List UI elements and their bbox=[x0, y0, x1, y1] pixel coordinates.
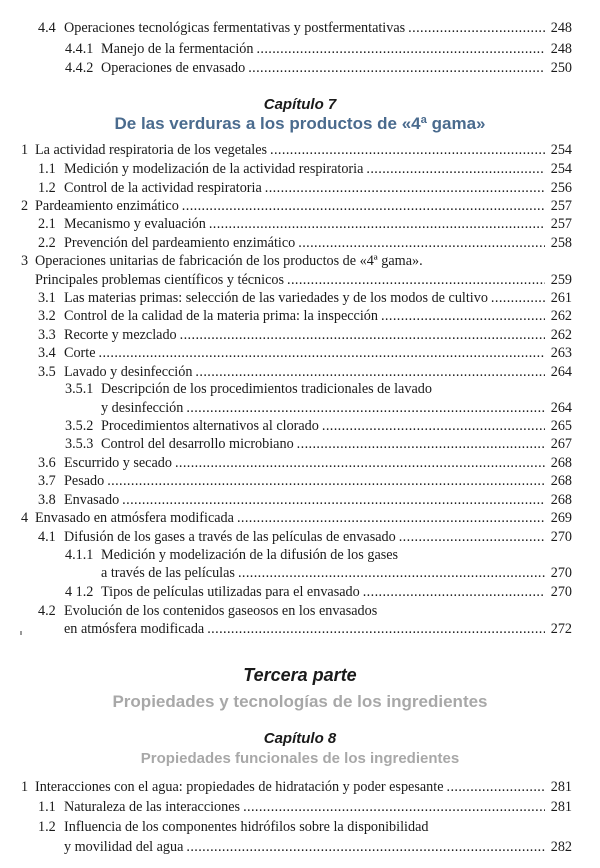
toc-entry-page: 250 bbox=[550, 60, 572, 76]
toc-entry-title: Operaciones unitarias de fabricación de los productos de «4ª gama». bbox=[35, 253, 423, 269]
scan-mark bbox=[20, 631, 22, 635]
dot-leader bbox=[265, 178, 545, 198]
dot-leader bbox=[366, 159, 545, 179]
toc-entry-number: 1.1 bbox=[38, 799, 56, 815]
toc-entry-page: 281 bbox=[550, 799, 572, 815]
toc-entry-page: 262 bbox=[550, 308, 572, 324]
part-3-title: Propiedades y tecnologías de los ingredientes bbox=[112, 692, 488, 711]
dot-leader bbox=[238, 563, 545, 583]
toc-entry-title: Mecanismo y evaluación bbox=[64, 216, 206, 232]
toc-entry-title: Pesado bbox=[64, 473, 105, 489]
toc-entry-number: 1 bbox=[21, 142, 29, 158]
toc-entry-page: 263 bbox=[550, 345, 572, 361]
toc-entry-title: Envasado bbox=[64, 492, 120, 508]
dot-leader bbox=[186, 837, 545, 857]
toc-entry bbox=[65, 39, 572, 59]
toc-entry-title: Difusión de los gases a través de las películas de envasado bbox=[64, 529, 396, 545]
toc-entry-page: 264 bbox=[550, 400, 572, 416]
toc-entry-title: Control de la actividad respiratoria bbox=[64, 180, 262, 196]
toc-entry bbox=[65, 379, 572, 399]
toc-entry bbox=[38, 306, 572, 326]
part-3-label: Tercera parte bbox=[243, 665, 357, 685]
toc-entry-title: Manejo de la fermentación bbox=[101, 41, 254, 57]
toc-entry-page: 270 bbox=[550, 565, 572, 581]
dot-leader bbox=[381, 306, 545, 326]
toc-entry-number: 4.4.1 bbox=[65, 41, 94, 57]
toc-entry-page: 258 bbox=[550, 235, 572, 251]
toc-entry-page: 268 bbox=[550, 492, 572, 508]
toc-entry-number: 3.1 bbox=[38, 290, 56, 306]
toc-entry bbox=[65, 416, 572, 436]
toc-entry-page: 254 bbox=[550, 161, 572, 177]
toc-entry bbox=[38, 18, 572, 38]
toc-entry bbox=[38, 471, 572, 491]
dot-leader bbox=[237, 508, 545, 528]
toc-entry-title: Naturaleza de las interacciones bbox=[64, 799, 241, 815]
toc-entry-page: 257 bbox=[550, 216, 572, 232]
toc-entry-number: 4 1.2 bbox=[65, 584, 94, 600]
toc-entry-number: 2 bbox=[21, 198, 29, 214]
toc-entry bbox=[38, 797, 572, 817]
toc-entry-page: 259 bbox=[550, 272, 572, 288]
toc-entry-title: Operaciones de envasado bbox=[101, 60, 246, 76]
toc-entry bbox=[38, 619, 572, 639]
toc-entry-page: 281 bbox=[550, 779, 572, 795]
toc-entry-title: Control de la calidad de la materia prima: la inspección bbox=[64, 308, 378, 324]
dot-leader bbox=[270, 140, 545, 160]
toc-entry-title: Procedimientos alternativos al clorado bbox=[101, 418, 319, 434]
toc-entry-number: 1.2 bbox=[38, 819, 56, 835]
toc-entry bbox=[38, 817, 572, 837]
dot-leader bbox=[180, 325, 545, 345]
toc-entry bbox=[38, 325, 572, 345]
toc-entry bbox=[21, 251, 572, 271]
toc-entry-title: a través de las películas bbox=[101, 565, 235, 581]
toc-entry-title: Corte bbox=[64, 345, 96, 361]
toc-entry bbox=[38, 233, 572, 253]
toc-entry-page: 265 bbox=[550, 418, 572, 434]
toc-entry-number: 2.1 bbox=[38, 216, 56, 232]
toc-entry-title: Operaciones tecnológicas fermentativas y postfermentativas bbox=[64, 20, 406, 36]
toc-entry-title: Escurrido y secado bbox=[64, 455, 172, 471]
toc-entry-page: 268 bbox=[550, 473, 572, 489]
toc-entry-title: en atmósfera modificada bbox=[64, 621, 205, 637]
toc-entry-title: La actividad respiratoria de los vegetales bbox=[35, 142, 268, 158]
toc-entry-title: Interacciones con el agua: propiedades de hidratación y poder espesante bbox=[35, 779, 444, 795]
toc-entry-number: 3.6 bbox=[38, 455, 56, 471]
toc-entry-title: Envasado en atmósfera modificada bbox=[35, 510, 234, 526]
toc-entry bbox=[65, 563, 572, 583]
toc-entry-number: 3.2 bbox=[38, 308, 56, 324]
dot-leader bbox=[363, 582, 545, 602]
toc-entry-title: Lavado y desinfección bbox=[64, 364, 193, 380]
dot-leader bbox=[186, 398, 545, 418]
toc-entry-page: 254 bbox=[550, 142, 572, 158]
toc-entry-page: 248 bbox=[550, 20, 572, 36]
toc-entry-number: 4.1 bbox=[38, 529, 56, 545]
toc-entry-number: 3.7 bbox=[38, 473, 56, 489]
toc-entry-page: 282 bbox=[550, 839, 572, 855]
toc-entry bbox=[21, 140, 572, 160]
chapter-7-label: Capítulo 7 bbox=[263, 96, 337, 113]
toc-entry-title: Influencia de los componentes hidrófilos sobre la disponibilidad bbox=[64, 819, 429, 835]
dot-leader bbox=[209, 214, 545, 234]
toc-entry-page: 272 bbox=[550, 621, 572, 637]
toc-entry-page: 256 bbox=[550, 180, 572, 196]
toc-entry bbox=[65, 545, 572, 565]
dot-leader bbox=[107, 471, 545, 491]
toc-entry-title: y movilidad del agua bbox=[64, 839, 184, 855]
toc-entry-number: 4.4.2 bbox=[65, 60, 94, 76]
dot-leader bbox=[491, 288, 545, 308]
toc-entry-page: 261 bbox=[550, 290, 572, 306]
toc-entry-number: 1.1 bbox=[38, 161, 56, 177]
toc-entry bbox=[21, 196, 572, 216]
toc-entry-page: 264 bbox=[550, 364, 572, 380]
dot-leader bbox=[175, 453, 545, 473]
dot-leader bbox=[256, 39, 545, 59]
toc-entry bbox=[65, 434, 572, 454]
dot-leader bbox=[297, 434, 545, 454]
dot-leader bbox=[122, 490, 545, 510]
toc-entry bbox=[65, 398, 572, 418]
toc-entry bbox=[38, 178, 572, 198]
toc-entry-number: 4 bbox=[21, 510, 29, 526]
chapter-8-title: Propiedades funcionales de los ingredientes bbox=[140, 750, 460, 767]
toc-entry-number: 2.2 bbox=[38, 235, 56, 251]
dot-leader bbox=[248, 58, 545, 78]
dot-leader bbox=[207, 619, 545, 639]
toc-entry-title: Evolución de los contenidos gaseosos en los envasados bbox=[64, 603, 378, 619]
dot-leader bbox=[447, 777, 545, 797]
toc-entry-page: 248 bbox=[550, 41, 572, 57]
toc-entry bbox=[38, 453, 572, 473]
dot-leader bbox=[322, 416, 545, 436]
toc-entry-title: Pardeamiento enzimático bbox=[35, 198, 179, 214]
toc-entry-page: 267 bbox=[550, 436, 572, 452]
toc-entry-number: 3.8 bbox=[38, 492, 56, 508]
toc-entry-page: 268 bbox=[550, 455, 572, 471]
toc-entry-number: 4.2 bbox=[38, 603, 56, 619]
toc-entry-title: Control del desarrollo microbiano bbox=[101, 436, 294, 452]
toc-entry-page: 269 bbox=[550, 510, 572, 526]
toc-entry bbox=[38, 527, 572, 547]
chapter-8-label: Capítulo 8 bbox=[263, 730, 337, 747]
chapter-7-title: De las verduras a los productos de «4ª gama» bbox=[114, 114, 486, 133]
toc-entry bbox=[21, 777, 572, 797]
toc-entry-title: y desinfección bbox=[101, 400, 184, 416]
toc-entry-title: Las materias primas: selección de las variedades y de los modos de cultivo bbox=[64, 290, 488, 306]
toc-entry bbox=[38, 490, 572, 510]
dot-leader bbox=[287, 270, 545, 290]
toc-entry-number: 3.5.2 bbox=[65, 418, 94, 434]
toc-entry-number: 3.5.3 bbox=[65, 436, 94, 452]
dot-leader bbox=[243, 797, 545, 817]
dot-leader bbox=[408, 18, 545, 38]
toc-entry bbox=[38, 159, 572, 179]
toc-entry-number: 4.1.1 bbox=[65, 547, 94, 563]
toc-entry-title: Tipos de películas utilizadas para el envasado bbox=[101, 584, 360, 600]
toc-entry-title: Medición y modelización de la actividad respiratoria bbox=[64, 161, 364, 177]
dot-leader bbox=[399, 527, 545, 547]
toc-entry bbox=[65, 582, 572, 602]
toc-entry bbox=[38, 601, 572, 621]
toc-entry bbox=[38, 288, 572, 308]
toc-entry bbox=[38, 214, 572, 234]
toc-entry-number: 4.4 bbox=[38, 20, 56, 36]
toc-entry bbox=[38, 343, 572, 363]
toc-entry-page: 257 bbox=[550, 198, 572, 214]
toc-entry-page: 270 bbox=[550, 529, 572, 545]
toc-entry-title: Recorte y mezclado bbox=[64, 327, 177, 343]
toc-entry-title: Principales problemas científicos y técnicos bbox=[35, 272, 284, 288]
toc-entry-number: 1.2 bbox=[38, 180, 56, 196]
toc-entry-number: 3.5 bbox=[38, 364, 56, 380]
toc-entry-number: 1 bbox=[21, 779, 29, 795]
toc-entry bbox=[65, 58, 572, 78]
toc-entry-number: 3.5.1 bbox=[65, 381, 94, 397]
toc-entry-number: 3.4 bbox=[38, 345, 56, 361]
dot-leader bbox=[182, 196, 545, 216]
toc-entry-title: Prevención del pardeamiento enzimático bbox=[64, 235, 296, 251]
dot-leader bbox=[99, 343, 545, 363]
toc-entry bbox=[21, 270, 572, 290]
toc-entry-title: Medición y modelización de la difusión de los gases bbox=[101, 547, 399, 563]
toc-entry-title: Descripción de los procedimientos tradicionales de lavado bbox=[101, 381, 432, 397]
toc-entry bbox=[21, 508, 572, 528]
toc-entry bbox=[38, 837, 572, 857]
toc-entry-number: 3 bbox=[21, 253, 29, 269]
toc-entry-page: 270 bbox=[550, 584, 572, 600]
dot-leader bbox=[298, 233, 545, 253]
toc-entry-page: 262 bbox=[550, 327, 572, 343]
toc-entry-number: 3.3 bbox=[38, 327, 56, 343]
